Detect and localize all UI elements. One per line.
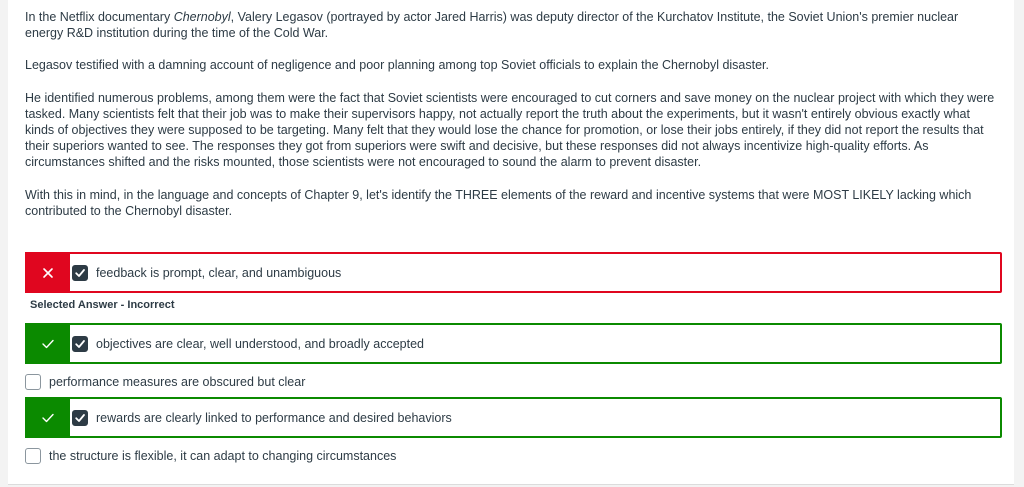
selected-answer-label: Selected Answer - Incorrect <box>30 299 175 311</box>
documentary-title: Chernobyl <box>173 10 231 24</box>
checkbox-unchecked[interactable] <box>25 374 41 390</box>
question-paragraph-2: Legasov testified with a damning account of negligence and poor planning among top Soviet officials to explain the Chernobyl disaster. <box>25 58 770 73</box>
checkbox-unchecked[interactable] <box>25 448 41 464</box>
answer-option-incorrect <box>25 252 1002 293</box>
x-icon <box>25 252 70 293</box>
question-paragraph-4: With this in mind, in the language and concepts of Chapter 9, let's identify the THREE elements of the reward and incentive systems that were MOST LIKELY lacking which contributed to the Chernobyl disaster. <box>25 187 972 218</box>
check-icon <box>25 323 70 364</box>
checkbox-checked[interactable] <box>72 410 88 426</box>
question-paragraph-1: In the Netflix documentary Chernobyl, Valery Legasov (portrayed by actor Jared Harris) was deputy director of the Kurchatov Institute, the Soviet Union's premier nuclear energy R&D institution during the time of the Cold War. <box>25 10 959 41</box>
question-paragraph-3: He identified numerous problems, among them were the fact that Soviet scientists were encouraged to cut corners and save money on the nuclear project with which they were tasked. Many scientists felt that their job was to make their supervisors happy, not actually report the truth about the experiments, but it wasn't entirely obvious exactly what kinds of objectives they were supposed to be targeting. Many felt that they would lose the chance for promotion, or lose their jobs entirely, if they did not report the results that their superiors wanted to see. The responses they got from superiors were swift and decisive, but these responses did not always incentivize high-quality efforts. As circumstances shifted and the risks mounted, those scientists were not encouraged to sound the alarm to prevent disaster. <box>25 90 995 170</box>
question-text <box>25 9 995 235</box>
answer-option <box>25 371 1002 393</box>
answer-text: performance measures are obscured but clear <box>49 375 306 389</box>
answer-option <box>25 445 1002 467</box>
checkbox-checked[interactable] <box>72 265 88 281</box>
checkbox-checked[interactable] <box>72 336 88 352</box>
answer-text: objectives are clear, well understood, and broadly accepted <box>96 337 424 351</box>
answer-text: feedback is prompt, clear, and unambiguous <box>96 266 342 280</box>
answer-option-correct <box>25 397 1002 438</box>
check-icon <box>25 397 70 438</box>
answer-option-correct <box>25 323 1002 364</box>
quiz-question-card <box>8 0 1014 485</box>
answer-text: rewards are clearly linked to performance and desired behaviors <box>96 411 452 425</box>
answer-text: the structure is flexible, it can adapt to changing circumstances <box>49 449 397 463</box>
